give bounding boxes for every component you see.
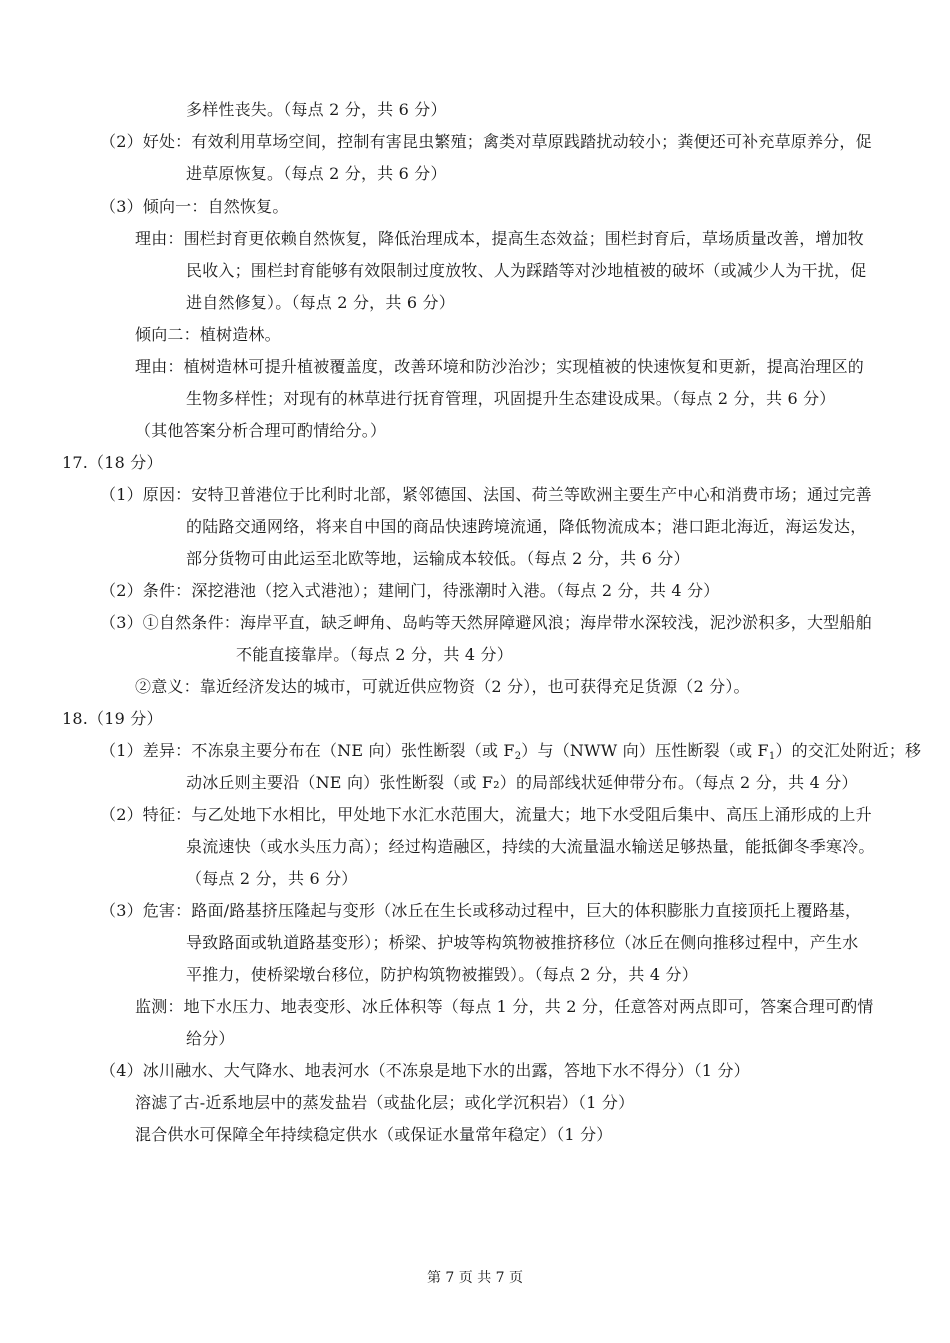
text-line: 给分） xyxy=(186,1029,235,1048)
text-line: 溶滤了古-近系地层中的蒸发盐岩（或盐化层；或化学沉积岩）（1 分） xyxy=(135,1093,635,1112)
subscript: 2 xyxy=(514,751,522,762)
text-line: 动冰丘则主要沿（NE 向）张性断裂（或 F₂）的局部线状延伸带分布。（每点 2 分，共 4 分） xyxy=(186,773,858,792)
question-heading-17: 17.（18 分） xyxy=(62,453,163,472)
text-line: 部分货物可由此运至北欧等地，运输成本较低。（每点 2 分，共 6 分） xyxy=(186,549,690,568)
text-line: 进草原恢复。（每点 2 分，共 6 分） xyxy=(186,164,447,183)
text-segment: ）与（NWW 向）压性断裂（或 F xyxy=(521,741,769,760)
text-line xyxy=(100,740,921,762)
text-line: （3）①自然条件：海岸平直，缺乏岬角、岛屿等天然屏障避风浪；海岸带水深较浅，泥沙淤积多，大型船舶 xyxy=(100,613,872,632)
text-line: （2）条件：深挖港池（挖入式港池）；建闸门，待涨潮时入港。（每点 2 分，共 4 分） xyxy=(100,581,720,600)
subscript: 1 xyxy=(768,751,776,762)
page-number: 第 7 页 共 7 页 xyxy=(426,1270,524,1286)
text-line: 泉流速快（或水头压力高）；经过构造融区，持续的大流量温水输送足够热量，能抵御冬季寒冷。 xyxy=(186,837,875,856)
text-segment: ）的交汇处附近；移 xyxy=(775,741,922,760)
text-line: （2）好处：有效利用草场空间，控制有害昆虫繁殖；禽类对草原践踏扰动较小；粪便还可补充草原养分，促 xyxy=(100,132,872,151)
text-line: 多样性丧失。（每点 2 分，共 6 分） xyxy=(186,100,447,119)
text-line: （3）倾向一：自然恢复。 xyxy=(100,197,289,216)
text-line: 导致路面或轨道路基变形）；桥梁、护坡等构筑物被推挤移位（冰丘在侧向推移过程中，产生水 xyxy=(186,933,859,952)
text-line: （2）特征：与乙处地下水相比，甲处地下水汇水范围大，流量大；地下水受阻后集中、高压上涌形成的上升 xyxy=(100,805,872,824)
text-line: 进自然修复）。（每点 2 分，共 6 分） xyxy=(186,293,455,312)
text-line: 理由：围栏封育更依赖自然恢复，降低治理成本，提高生态效益；围栏封育后，草场质量改善，增加牧 xyxy=(135,229,865,248)
text-line: 不能直接靠岸。（每点 2 分，共 4 分） xyxy=(236,645,513,664)
text-line: （3）危害：路面/路基挤压隆起与变形（冰丘在生长或移动过程中，巨大的体积膨胀力直接顶托上覆路基， xyxy=(100,901,862,920)
text-line: 监测：地下水压力、地表变形、冰丘体积等（每点 1 分，共 2 分，任意答对两点即可，答案合理可酌情 xyxy=(135,997,874,1016)
text-line: 民收入；围栏封育能够有效限制过度放牧、人为踩踏等对沙地植被的破坏（或减少人为干扰，促 xyxy=(186,261,867,280)
text-line: 倾向二：植树造林。 xyxy=(135,325,281,344)
text-line: 混合供水可保障全年持续稳定供水（或保证水量常年稳定）（1 分） xyxy=(135,1125,613,1144)
text-line: （1）原因：安特卫普港位于比利时北部，紧邻德国、法国、荷兰等欧洲主要生产中心和消费市场；通过完善 xyxy=(100,485,872,504)
text-line: 生物多样性；对现有的林草进行抚育管理，巩固提升生态建设成果。（每点 2 分，共 6 分） xyxy=(186,389,836,408)
text-line: ②意义：靠近经济发达的城市，可就近供应物资（2 分），也可获得充足货源（2 分）。 xyxy=(135,677,750,696)
question-heading-18: 18.（19 分） xyxy=(62,709,163,728)
text-line: 平推力，使桥梁墩台移位，防护构筑物被摧毁）。（每点 2 分，共 4 分） xyxy=(186,965,698,984)
text-line: （4）冰川融水、大气降水、地表河水（不冻泉是地下水的出露，答地下水不得分）（1 分） xyxy=(100,1061,750,1080)
text-line: （其他答案分析合理可酌情给分。） xyxy=(135,421,387,440)
text-line: 理由：植树造林可提升植被覆盖度，改善环境和防沙治沙；实现植被的快速恢复和更新，提高治理区的 xyxy=(135,357,865,376)
text-line: 的陆路交通网络，将来自中国的商品快速跨境流通，降低物流成本；港口距北海近，海运发达， xyxy=(186,517,867,536)
text-line: （每点 2 分，共 6 分） xyxy=(186,869,358,888)
text-segment: （1）差异：不冻泉主要分布在（NE 向）张性断裂（或 F xyxy=(100,741,515,760)
